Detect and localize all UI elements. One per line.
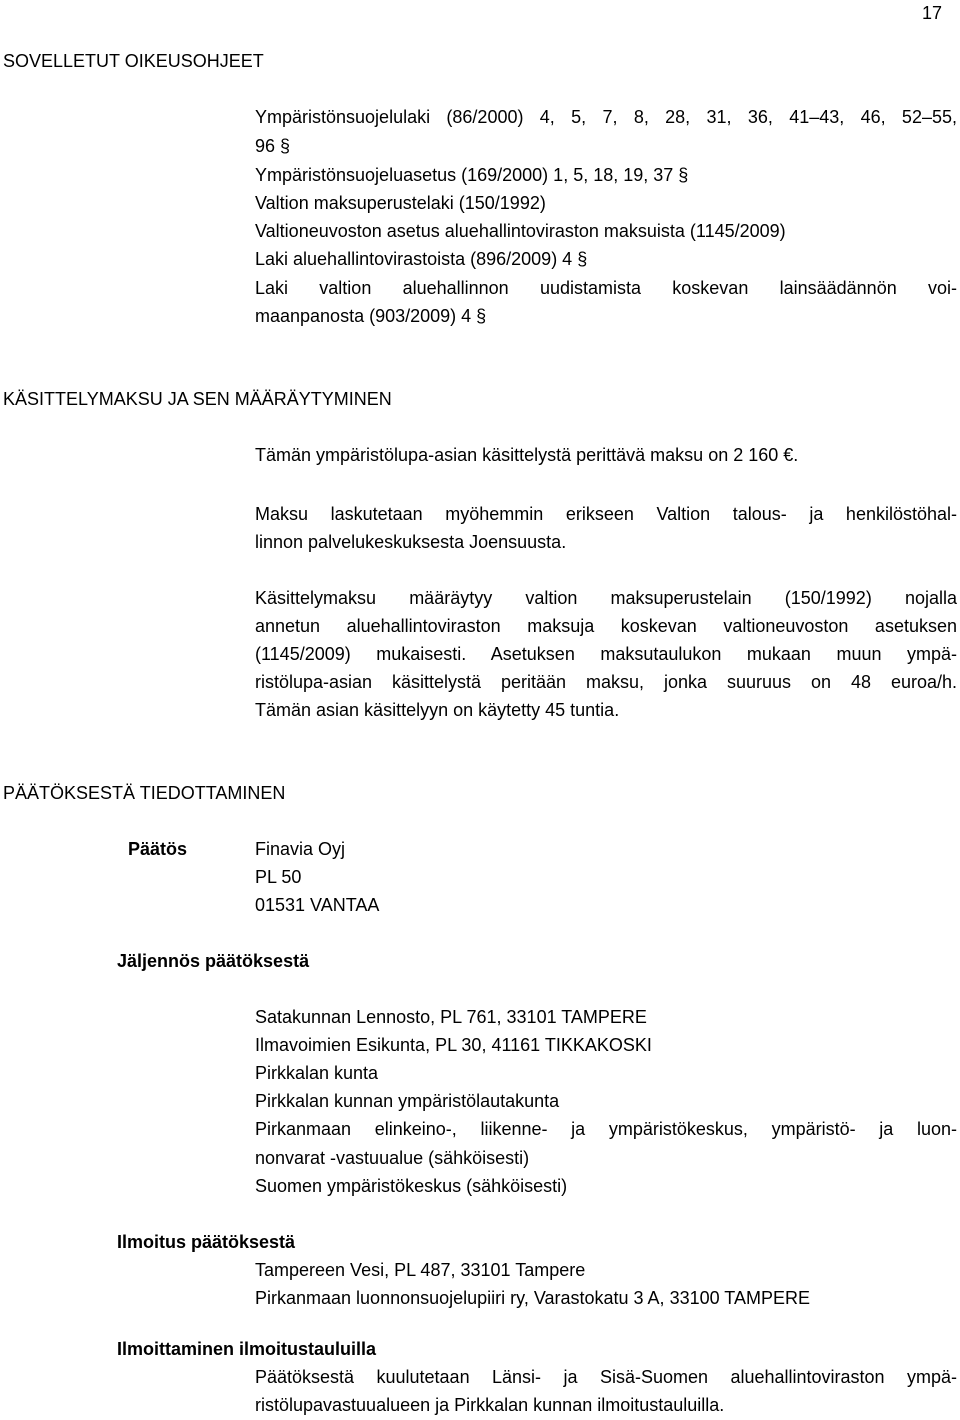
law-line: Laki aluehallintovirastoista (896/2009) 4 § [255,249,588,269]
copy-recipient-line: Satakunnan Lennosto, PL 761, 33101 TAMPERE [255,1007,647,1027]
notice-recipient-line: Tampereen Vesi, PL 487, 33101 Tampere [255,1260,586,1280]
notice-recipient-line: Pirkanmaan luonnonsuojelupiiri ry, Varastokatu 3 A, 33100 TAMPERE [255,1288,810,1308]
law-line: 96 § [255,136,291,156]
law-line: maanpanosta (903/2009) 4 § [255,306,487,326]
section-heading-sovelletut: SOVELLETUT OIKEUSOHJEET [3,51,264,71]
ilmoitus-label: Ilmoitus päätöksestä [117,1232,296,1252]
basis-paragraph-line: (1145/2009) mukaisesti. Asetuksen maksutaulukon mukaan muun ympä- [255,644,957,664]
section-heading-kasittelymaksu: KÄSITTELYMAKSU JA SEN MÄÄRÄYTYMINEN [3,389,392,409]
basis-paragraph-line: Tämän asian käsittelyyn on käytetty 45 tuntia. [255,700,620,720]
law-line: Valtioneuvoston asetus aluehallintoviraston maksuista (1145/2009) [255,221,786,241]
page-number: 17 [921,3,942,23]
billing-paragraph-line: linnon palvelukeskuksesta Joensuusta. [255,532,567,552]
recipient-line: 01531 VANTAA [255,895,380,915]
paatos-label: Päätös [128,839,188,859]
billing-paragraph-line: Maksu laskutetaan myöhemmin erikseen Valtion talous- ja henkilöstöhal- [255,504,957,524]
ilmoittaminen-label: Ilmoittaminen ilmoitustauluilla [117,1339,377,1359]
copy-recipient-line: nonvarat -vastuualue (sähköisesti) [255,1148,530,1168]
section-heading-tiedottaminen: PÄÄTÖKSESTÄ TIEDOTTAMINEN [3,783,286,803]
bulletin-line: Päätöksestä kuulutetaan Länsi- ja Sisä-Suomen aluehallintoviraston ympä- [255,1367,957,1387]
fee-paragraph: Tämän ympäristölupa-asian käsittelystä perittävä maksu on 2 160 €. [255,445,799,465]
recipient-line: PL 50 [255,867,302,887]
copy-recipient-line: Suomen ympäristökeskus (sähköisesti) [255,1176,568,1196]
law-line: Laki valtion aluehallinnon uudistamista koskevan lainsäädännön voi- [255,278,957,298]
law-line: Ympäristönsuojeluasetus (169/2000) 1, 5, 18, 19, 37 § [255,165,689,185]
copy-recipient-line: Pirkanmaan elinkeino-, liikenne- ja ympäristökeskus, ympäristö- ja luon- [255,1119,957,1139]
law-line: Ympäristönsuojelulaki (86/2000) 4, 5, 7, 8, 28, 31, 36, 41–43, 46, 52–55, [255,107,957,127]
copy-recipient-line: Ilmavoimien Esikunta, PL 30, 41161 TIKKAKOSKI [255,1035,652,1055]
basis-paragraph-line: ristölupa-asian käsittelystä peritään maksu, jonka suuruus on 48 euroa/h. [255,672,957,692]
law-line: Valtion maksuperustelaki (150/1992) [255,193,546,213]
basis-paragraph-line: Käsittelymaksu määräytyy valtion maksuperustelain (150/1992) nojalla [255,588,957,608]
jaljennos-label: Jäljennös päätöksestä [117,951,310,971]
copy-recipient-line: Pirkkalan kunta [255,1063,379,1083]
copy-recipient-line: Pirkkalan kunnan ympäristölautakunta [255,1091,560,1111]
bulletin-line: ristölupavastuualueen ja Pirkkalan kunnan ilmoitustauluilla. [255,1395,725,1415]
recipient-line: Finavia Oyj [255,839,346,859]
basis-paragraph-line: annetun aluehallintoviraston maksuja koskevan valtioneuvoston asetuksen [255,616,957,636]
